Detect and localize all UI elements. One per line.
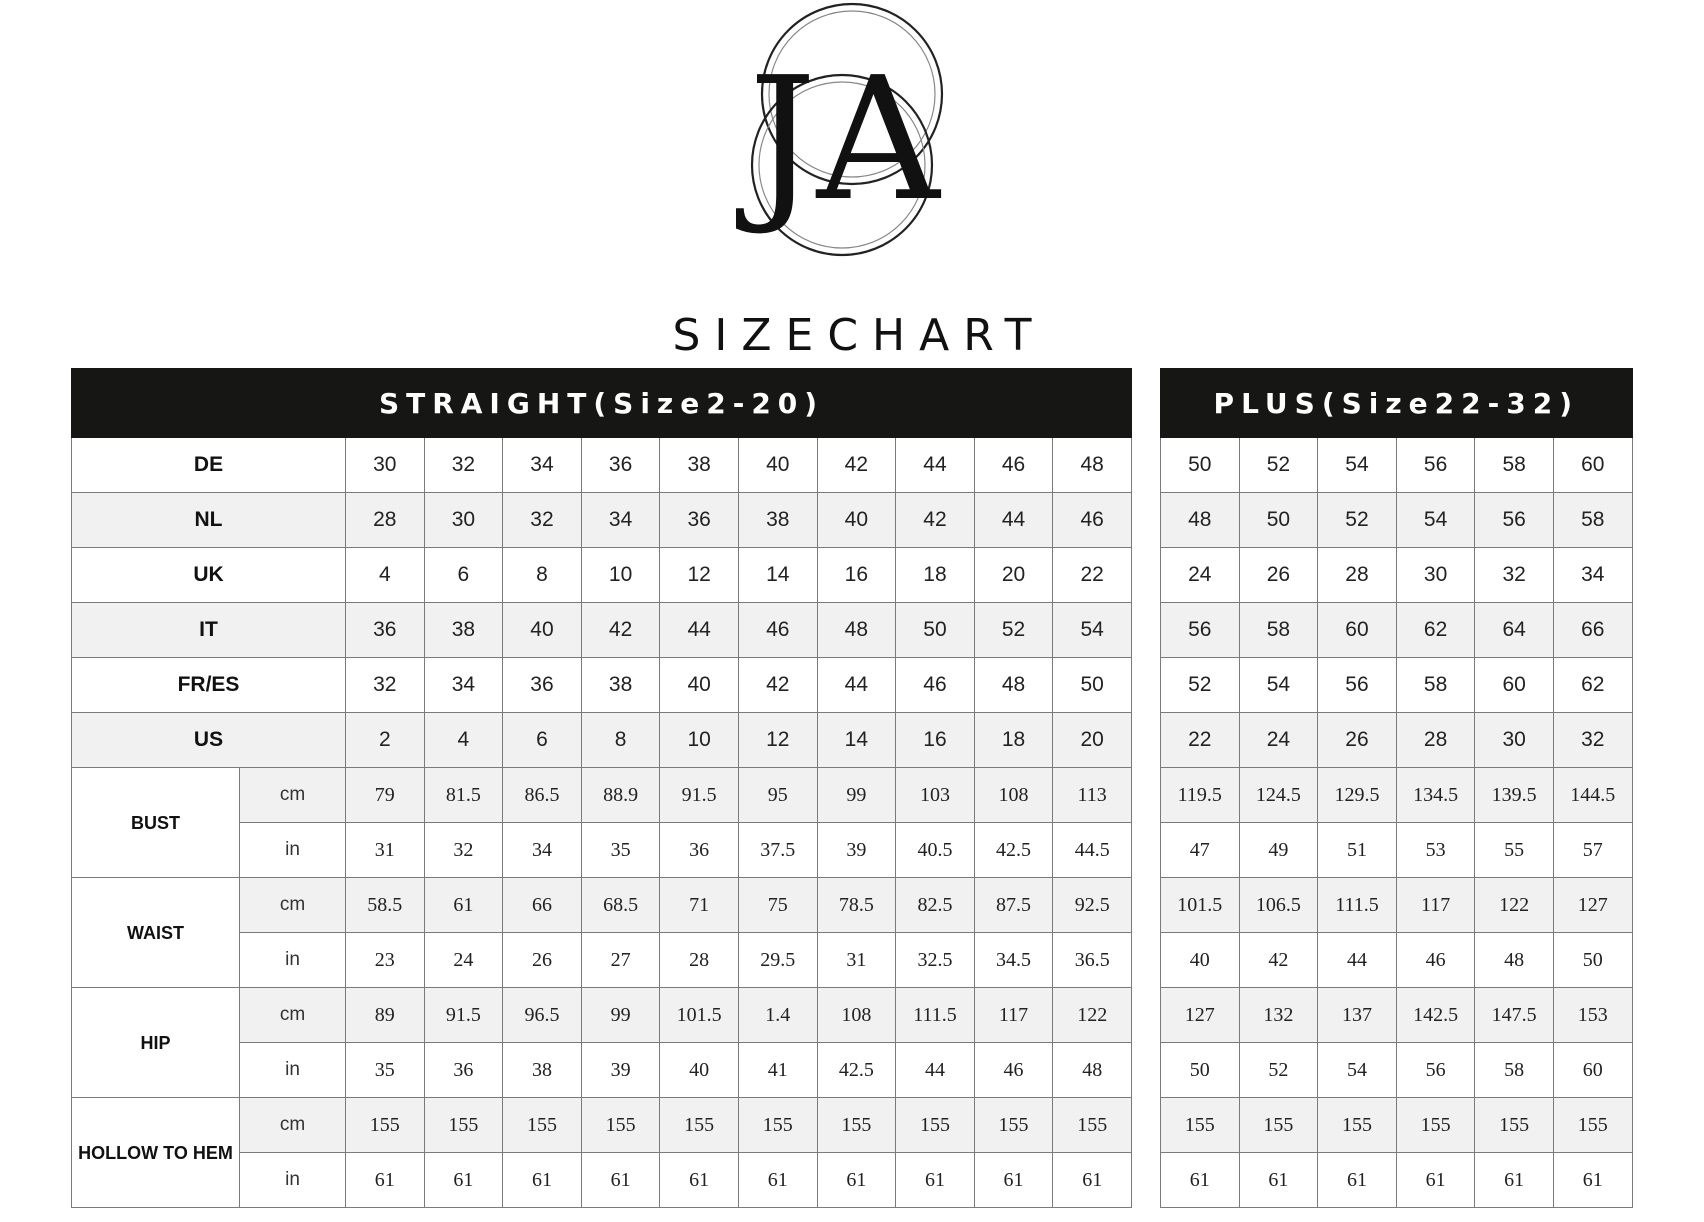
table-row bbox=[1161, 438, 1633, 493]
straight-size-table bbox=[71, 368, 1132, 1208]
measurement-cell: 86.5 bbox=[503, 768, 582, 823]
measurement-cell: 87.5 bbox=[974, 878, 1053, 933]
table-row bbox=[1161, 768, 1633, 823]
measurement-cell: 95 bbox=[738, 768, 817, 823]
size-cell: 30 bbox=[1475, 713, 1554, 768]
measurement-label: HOLLOW TO HEM bbox=[72, 1098, 240, 1208]
table-row bbox=[1161, 658, 1633, 713]
size-cell: 6 bbox=[503, 713, 582, 768]
measurement-cell: 36.5 bbox=[1053, 933, 1132, 988]
size-cell: 38 bbox=[581, 658, 660, 713]
size-cell: 32 bbox=[1475, 548, 1554, 603]
measurement-cell: 46 bbox=[974, 1043, 1053, 1098]
measurement-cell: 58.5 bbox=[346, 878, 425, 933]
measurement-cell: 155 bbox=[974, 1098, 1053, 1153]
measurement-cell: 124.5 bbox=[1239, 768, 1318, 823]
measurement-cell: 50 bbox=[1553, 933, 1632, 988]
measurement-cell: 144.5 bbox=[1553, 768, 1632, 823]
unit-label: cm bbox=[240, 878, 346, 933]
measurement-cell: 27 bbox=[581, 933, 660, 988]
size-cell: 38 bbox=[738, 493, 817, 548]
measurement-cell: 58 bbox=[1475, 1043, 1554, 1098]
size-cell: 40 bbox=[817, 493, 896, 548]
ja-logo bbox=[736, 0, 968, 260]
measurement-cell: 61 bbox=[1053, 1153, 1132, 1208]
size-cell: 42 bbox=[581, 603, 660, 658]
measurement-cell: 26 bbox=[503, 933, 582, 988]
size-cell: 60 bbox=[1475, 658, 1554, 713]
size-cell: 24 bbox=[1239, 713, 1318, 768]
measurement-cell: 39 bbox=[817, 823, 896, 878]
measurement-cell: 32 bbox=[424, 823, 503, 878]
size-cell: 60 bbox=[1553, 438, 1632, 493]
measurement-cell: 61 bbox=[1239, 1153, 1318, 1208]
size-cell: 8 bbox=[503, 548, 582, 603]
measurement-cell: 42.5 bbox=[974, 823, 1053, 878]
size-system-label: NL bbox=[72, 493, 346, 548]
measurement-cell: 48 bbox=[1053, 1043, 1132, 1098]
measurement-cell: 155 bbox=[1239, 1098, 1318, 1153]
unit-label: in bbox=[240, 823, 346, 878]
size-cell: 8 bbox=[581, 713, 660, 768]
measurement-cell: 155 bbox=[424, 1098, 503, 1153]
measurement-cell: 1.4 bbox=[738, 988, 817, 1043]
size-system-label: FR/ES bbox=[72, 658, 346, 713]
size-cell: 30 bbox=[1396, 548, 1475, 603]
table-row bbox=[72, 548, 1132, 603]
size-cell: 40 bbox=[738, 438, 817, 493]
measurement-cell: 32.5 bbox=[896, 933, 975, 988]
measurement-cell: 44 bbox=[1318, 933, 1397, 988]
measurement-cell: 57 bbox=[1553, 823, 1632, 878]
unit-label: cm bbox=[240, 988, 346, 1043]
measurement-cell: 61 bbox=[581, 1153, 660, 1208]
size-cell: 52 bbox=[1161, 658, 1240, 713]
size-cell: 56 bbox=[1161, 603, 1240, 658]
size-cell: 18 bbox=[974, 713, 1053, 768]
measurement-cell: 155 bbox=[581, 1098, 660, 1153]
size-cell: 34 bbox=[1553, 548, 1632, 603]
table-row bbox=[72, 988, 1132, 1043]
measurement-cell: 155 bbox=[1396, 1098, 1475, 1153]
size-cell: 44 bbox=[896, 438, 975, 493]
size-cell: 32 bbox=[1553, 713, 1632, 768]
measurement-cell: 155 bbox=[503, 1098, 582, 1153]
measurement-cell: 49 bbox=[1239, 823, 1318, 878]
measurement-cell: 61 bbox=[503, 1153, 582, 1208]
plus-header: PLUS(Size22-32) bbox=[1161, 369, 1633, 438]
plus-size-table bbox=[1160, 368, 1633, 1208]
table-row bbox=[72, 493, 1132, 548]
measurement-cell: 81.5 bbox=[424, 768, 503, 823]
measurement-cell: 155 bbox=[1318, 1098, 1397, 1153]
unit-label: cm bbox=[240, 768, 346, 823]
measurement-cell: 129.5 bbox=[1318, 768, 1397, 823]
measurement-cell: 153 bbox=[1553, 988, 1632, 1043]
size-cell: 28 bbox=[346, 493, 425, 548]
measurement-cell: 50 bbox=[1161, 1043, 1240, 1098]
measurement-cell: 36 bbox=[660, 823, 739, 878]
size-cell: 52 bbox=[1318, 493, 1397, 548]
measurement-cell: 61 bbox=[660, 1153, 739, 1208]
size-cell: 34 bbox=[424, 658, 503, 713]
measurement-cell: 134.5 bbox=[1396, 768, 1475, 823]
measurement-cell: 91.5 bbox=[424, 988, 503, 1043]
size-system-label: IT bbox=[72, 603, 346, 658]
size-cell: 36 bbox=[581, 438, 660, 493]
size-cell: 62 bbox=[1396, 603, 1475, 658]
measurement-cell: 101.5 bbox=[1161, 878, 1240, 933]
size-cell: 48 bbox=[1161, 493, 1240, 548]
measurement-cell: 127 bbox=[1553, 878, 1632, 933]
size-cell: 42 bbox=[817, 438, 896, 493]
measurement-cell: 29.5 bbox=[738, 933, 817, 988]
size-cell: 10 bbox=[660, 713, 739, 768]
measurement-cell: 111.5 bbox=[896, 988, 975, 1043]
measurement-cell: 142.5 bbox=[1396, 988, 1475, 1043]
size-cell: 54 bbox=[1239, 658, 1318, 713]
measurement-cell: 108 bbox=[974, 768, 1053, 823]
size-cell: 18 bbox=[896, 548, 975, 603]
table-row bbox=[72, 878, 1132, 933]
size-cell: 44 bbox=[974, 493, 1053, 548]
measurement-cell: 51 bbox=[1318, 823, 1397, 878]
measurement-cell: 34 bbox=[503, 823, 582, 878]
size-cell: 48 bbox=[817, 603, 896, 658]
size-cell: 56 bbox=[1396, 438, 1475, 493]
size-cell: 50 bbox=[1053, 658, 1132, 713]
measurement-cell: 47 bbox=[1161, 823, 1240, 878]
measurement-cell: 40 bbox=[660, 1043, 739, 1098]
size-cell: 22 bbox=[1161, 713, 1240, 768]
measurement-cell: 41 bbox=[738, 1043, 817, 1098]
measurement-cell: 56 bbox=[1396, 1043, 1475, 1098]
measurement-cell: 52 bbox=[1239, 1043, 1318, 1098]
measurement-cell: 82.5 bbox=[896, 878, 975, 933]
table-row bbox=[1161, 493, 1633, 548]
unit-label: cm bbox=[240, 1098, 346, 1153]
size-cell: 50 bbox=[896, 603, 975, 658]
size-cell: 32 bbox=[424, 438, 503, 493]
size-cell: 48 bbox=[974, 658, 1053, 713]
table-row bbox=[1161, 713, 1633, 768]
measurement-cell: 119.5 bbox=[1161, 768, 1240, 823]
size-cell: 48 bbox=[1053, 438, 1132, 493]
size-cell: 46 bbox=[974, 438, 1053, 493]
size-cell: 38 bbox=[660, 438, 739, 493]
size-system-label: UK bbox=[72, 548, 346, 603]
size-cell: 28 bbox=[1396, 713, 1475, 768]
measurement-cell: 113 bbox=[1053, 768, 1132, 823]
measurement-cell: 61 bbox=[1318, 1153, 1397, 1208]
size-cell: 36 bbox=[503, 658, 582, 713]
size-cell: 52 bbox=[974, 603, 1053, 658]
size-cell: 20 bbox=[1053, 713, 1132, 768]
measurement-cell: 75 bbox=[738, 878, 817, 933]
measurement-cell: 155 bbox=[896, 1098, 975, 1153]
size-cell: 26 bbox=[1239, 548, 1318, 603]
size-cell: 50 bbox=[1239, 493, 1318, 548]
measurement-cell: 61 bbox=[1475, 1153, 1554, 1208]
svg-text:JA: JA bbox=[748, 41, 940, 239]
measurement-cell: 106.5 bbox=[1239, 878, 1318, 933]
measurement-cell: 44.5 bbox=[1053, 823, 1132, 878]
measurement-cell: 40.5 bbox=[896, 823, 975, 878]
size-cell: 52 bbox=[1239, 438, 1318, 493]
measurement-cell: 31 bbox=[817, 933, 896, 988]
measurement-cell: 111.5 bbox=[1318, 878, 1397, 933]
measurement-cell: 35 bbox=[346, 1043, 425, 1098]
size-cell: 40 bbox=[660, 658, 739, 713]
unit-label: in bbox=[240, 1043, 346, 1098]
table-row bbox=[1161, 603, 1633, 658]
measurement-cell: 42 bbox=[1239, 933, 1318, 988]
measurement-cell: 147.5 bbox=[1475, 988, 1554, 1043]
table-row bbox=[72, 768, 1132, 823]
size-cell: 36 bbox=[346, 603, 425, 658]
table-row bbox=[1161, 1043, 1633, 1098]
size-cell: 56 bbox=[1475, 493, 1554, 548]
table-row bbox=[1161, 1153, 1633, 1208]
table-row bbox=[1161, 933, 1633, 988]
table-row bbox=[1161, 1098, 1633, 1153]
table-row bbox=[72, 658, 1132, 713]
table-row bbox=[72, 1098, 1132, 1153]
size-cell: 42 bbox=[738, 658, 817, 713]
size-cell: 4 bbox=[346, 548, 425, 603]
size-cell: 22 bbox=[1053, 548, 1132, 603]
measurement-cell: 61 bbox=[974, 1153, 1053, 1208]
measurement-cell: 155 bbox=[817, 1098, 896, 1153]
size-cell: 32 bbox=[346, 658, 425, 713]
measurement-cell: 139.5 bbox=[1475, 768, 1554, 823]
size-cell: 46 bbox=[896, 658, 975, 713]
measurement-cell: 68.5 bbox=[581, 878, 660, 933]
size-cell: 30 bbox=[424, 493, 503, 548]
size-cell: 42 bbox=[896, 493, 975, 548]
measurement-cell: 127 bbox=[1161, 988, 1240, 1043]
measurement-cell: 61 bbox=[424, 1153, 503, 1208]
size-cell: 30 bbox=[346, 438, 425, 493]
size-cell: 24 bbox=[1161, 548, 1240, 603]
table-row bbox=[1161, 823, 1633, 878]
size-cell: 26 bbox=[1318, 713, 1397, 768]
measurement-cell: 37.5 bbox=[738, 823, 817, 878]
measurement-cell: 91.5 bbox=[660, 768, 739, 823]
unit-label: in bbox=[240, 1153, 346, 1208]
size-cell: 64 bbox=[1475, 603, 1554, 658]
size-system-label: US bbox=[72, 713, 346, 768]
size-cell: 6 bbox=[424, 548, 503, 603]
measurement-cell: 55 bbox=[1475, 823, 1554, 878]
size-cell: 62 bbox=[1553, 658, 1632, 713]
size-cell: 44 bbox=[660, 603, 739, 658]
measurement-cell: 61 bbox=[346, 1153, 425, 1208]
measurement-cell: 92.5 bbox=[1053, 878, 1132, 933]
measurement-cell: 39 bbox=[581, 1043, 660, 1098]
measurement-cell: 61 bbox=[1161, 1153, 1240, 1208]
table-row bbox=[1161, 548, 1633, 603]
straight-header: STRAIGHT(Size2-20) bbox=[72, 369, 1132, 438]
measurement-cell: 79 bbox=[346, 768, 425, 823]
size-cell: 38 bbox=[424, 603, 503, 658]
measurement-cell: 48 bbox=[1475, 933, 1554, 988]
table-row bbox=[72, 713, 1132, 768]
size-cell: 54 bbox=[1396, 493, 1475, 548]
measurement-cell: 117 bbox=[974, 988, 1053, 1043]
size-cell: 34 bbox=[503, 438, 582, 493]
measurement-cell: 155 bbox=[738, 1098, 817, 1153]
measurement-cell: 155 bbox=[1553, 1098, 1632, 1153]
measurement-cell: 40 bbox=[1161, 933, 1240, 988]
measurement-cell: 101.5 bbox=[660, 988, 739, 1043]
measurement-cell: 28 bbox=[660, 933, 739, 988]
measurement-cell: 155 bbox=[1475, 1098, 1554, 1153]
measurement-cell: 31 bbox=[346, 823, 425, 878]
measurement-cell: 23 bbox=[346, 933, 425, 988]
size-cell: 36 bbox=[660, 493, 739, 548]
measurement-cell: 36 bbox=[424, 1043, 503, 1098]
measurement-cell: 42.5 bbox=[817, 1043, 896, 1098]
measurement-cell: 35 bbox=[581, 823, 660, 878]
measurement-cell: 88.9 bbox=[581, 768, 660, 823]
size-cell: 10 bbox=[581, 548, 660, 603]
measurement-cell: 103 bbox=[896, 768, 975, 823]
measurement-cell: 71 bbox=[660, 878, 739, 933]
size-cell: 12 bbox=[738, 713, 817, 768]
size-cell: 54 bbox=[1053, 603, 1132, 658]
measurement-cell: 155 bbox=[1053, 1098, 1132, 1153]
measurement-cell: 61 bbox=[896, 1153, 975, 1208]
measurement-cell: 89 bbox=[346, 988, 425, 1043]
size-cell: 14 bbox=[817, 713, 896, 768]
measurement-cell: 155 bbox=[660, 1098, 739, 1153]
table-row bbox=[1161, 988, 1633, 1043]
measurement-cell: 122 bbox=[1475, 878, 1554, 933]
measurement-cell: 54 bbox=[1318, 1043, 1397, 1098]
size-cell: 56 bbox=[1318, 658, 1397, 713]
size-cell: 28 bbox=[1318, 548, 1397, 603]
measurement-label: BUST bbox=[72, 768, 240, 878]
size-cell: 58 bbox=[1475, 438, 1554, 493]
measurement-cell: 108 bbox=[817, 988, 896, 1043]
measurement-cell: 61 bbox=[738, 1153, 817, 1208]
size-cell: 12 bbox=[660, 548, 739, 603]
size-cell: 58 bbox=[1239, 603, 1318, 658]
table-row bbox=[72, 438, 1132, 493]
measurement-cell: 78.5 bbox=[817, 878, 896, 933]
size-cell: 2 bbox=[346, 713, 425, 768]
measurement-cell: 53 bbox=[1396, 823, 1475, 878]
measurement-label: HIP bbox=[72, 988, 240, 1098]
size-cell: 60 bbox=[1318, 603, 1397, 658]
measurement-cell: 66 bbox=[503, 878, 582, 933]
measurement-cell: 24 bbox=[424, 933, 503, 988]
measurement-cell: 137 bbox=[1318, 988, 1397, 1043]
size-cell: 58 bbox=[1553, 493, 1632, 548]
unit-label: in bbox=[240, 933, 346, 988]
size-cell: 46 bbox=[738, 603, 817, 658]
size-cell: 16 bbox=[817, 548, 896, 603]
measurement-cell: 61 bbox=[1396, 1153, 1475, 1208]
size-cell: 58 bbox=[1396, 658, 1475, 713]
size-cell: 16 bbox=[896, 713, 975, 768]
table-row bbox=[72, 603, 1132, 658]
measurement-cell: 46 bbox=[1396, 933, 1475, 988]
measurement-cell: 61 bbox=[424, 878, 503, 933]
measurement-cell: 122 bbox=[1053, 988, 1132, 1043]
measurement-cell: 132 bbox=[1239, 988, 1318, 1043]
measurement-cell: 155 bbox=[346, 1098, 425, 1153]
size-cell: 40 bbox=[503, 603, 582, 658]
measurement-cell: 34.5 bbox=[974, 933, 1053, 988]
size-cell: 20 bbox=[974, 548, 1053, 603]
measurement-cell: 38 bbox=[503, 1043, 582, 1098]
size-cell: 44 bbox=[817, 658, 896, 713]
measurement-cell: 61 bbox=[1553, 1153, 1632, 1208]
size-cell: 34 bbox=[581, 493, 660, 548]
size-cell: 66 bbox=[1553, 603, 1632, 658]
measurement-cell: 61 bbox=[817, 1153, 896, 1208]
measurement-cell: 155 bbox=[1161, 1098, 1240, 1153]
table-row bbox=[1161, 878, 1633, 933]
measurement-label: WAIST bbox=[72, 878, 240, 988]
size-cell: 32 bbox=[503, 493, 582, 548]
size-cell: 4 bbox=[424, 713, 503, 768]
measurement-cell: 99 bbox=[817, 768, 896, 823]
size-system-label: DE bbox=[72, 438, 346, 493]
size-cell: 50 bbox=[1161, 438, 1240, 493]
measurement-cell: 96.5 bbox=[503, 988, 582, 1043]
measurement-cell: 44 bbox=[896, 1043, 975, 1098]
measurement-cell: 117 bbox=[1396, 878, 1475, 933]
measurement-cell: 60 bbox=[1553, 1043, 1632, 1098]
page-title: SIZECHART bbox=[672, 310, 1046, 361]
size-cell: 14 bbox=[738, 548, 817, 603]
size-cell: 46 bbox=[1053, 493, 1132, 548]
size-cell: 54 bbox=[1318, 438, 1397, 493]
measurement-cell: 99 bbox=[581, 988, 660, 1043]
